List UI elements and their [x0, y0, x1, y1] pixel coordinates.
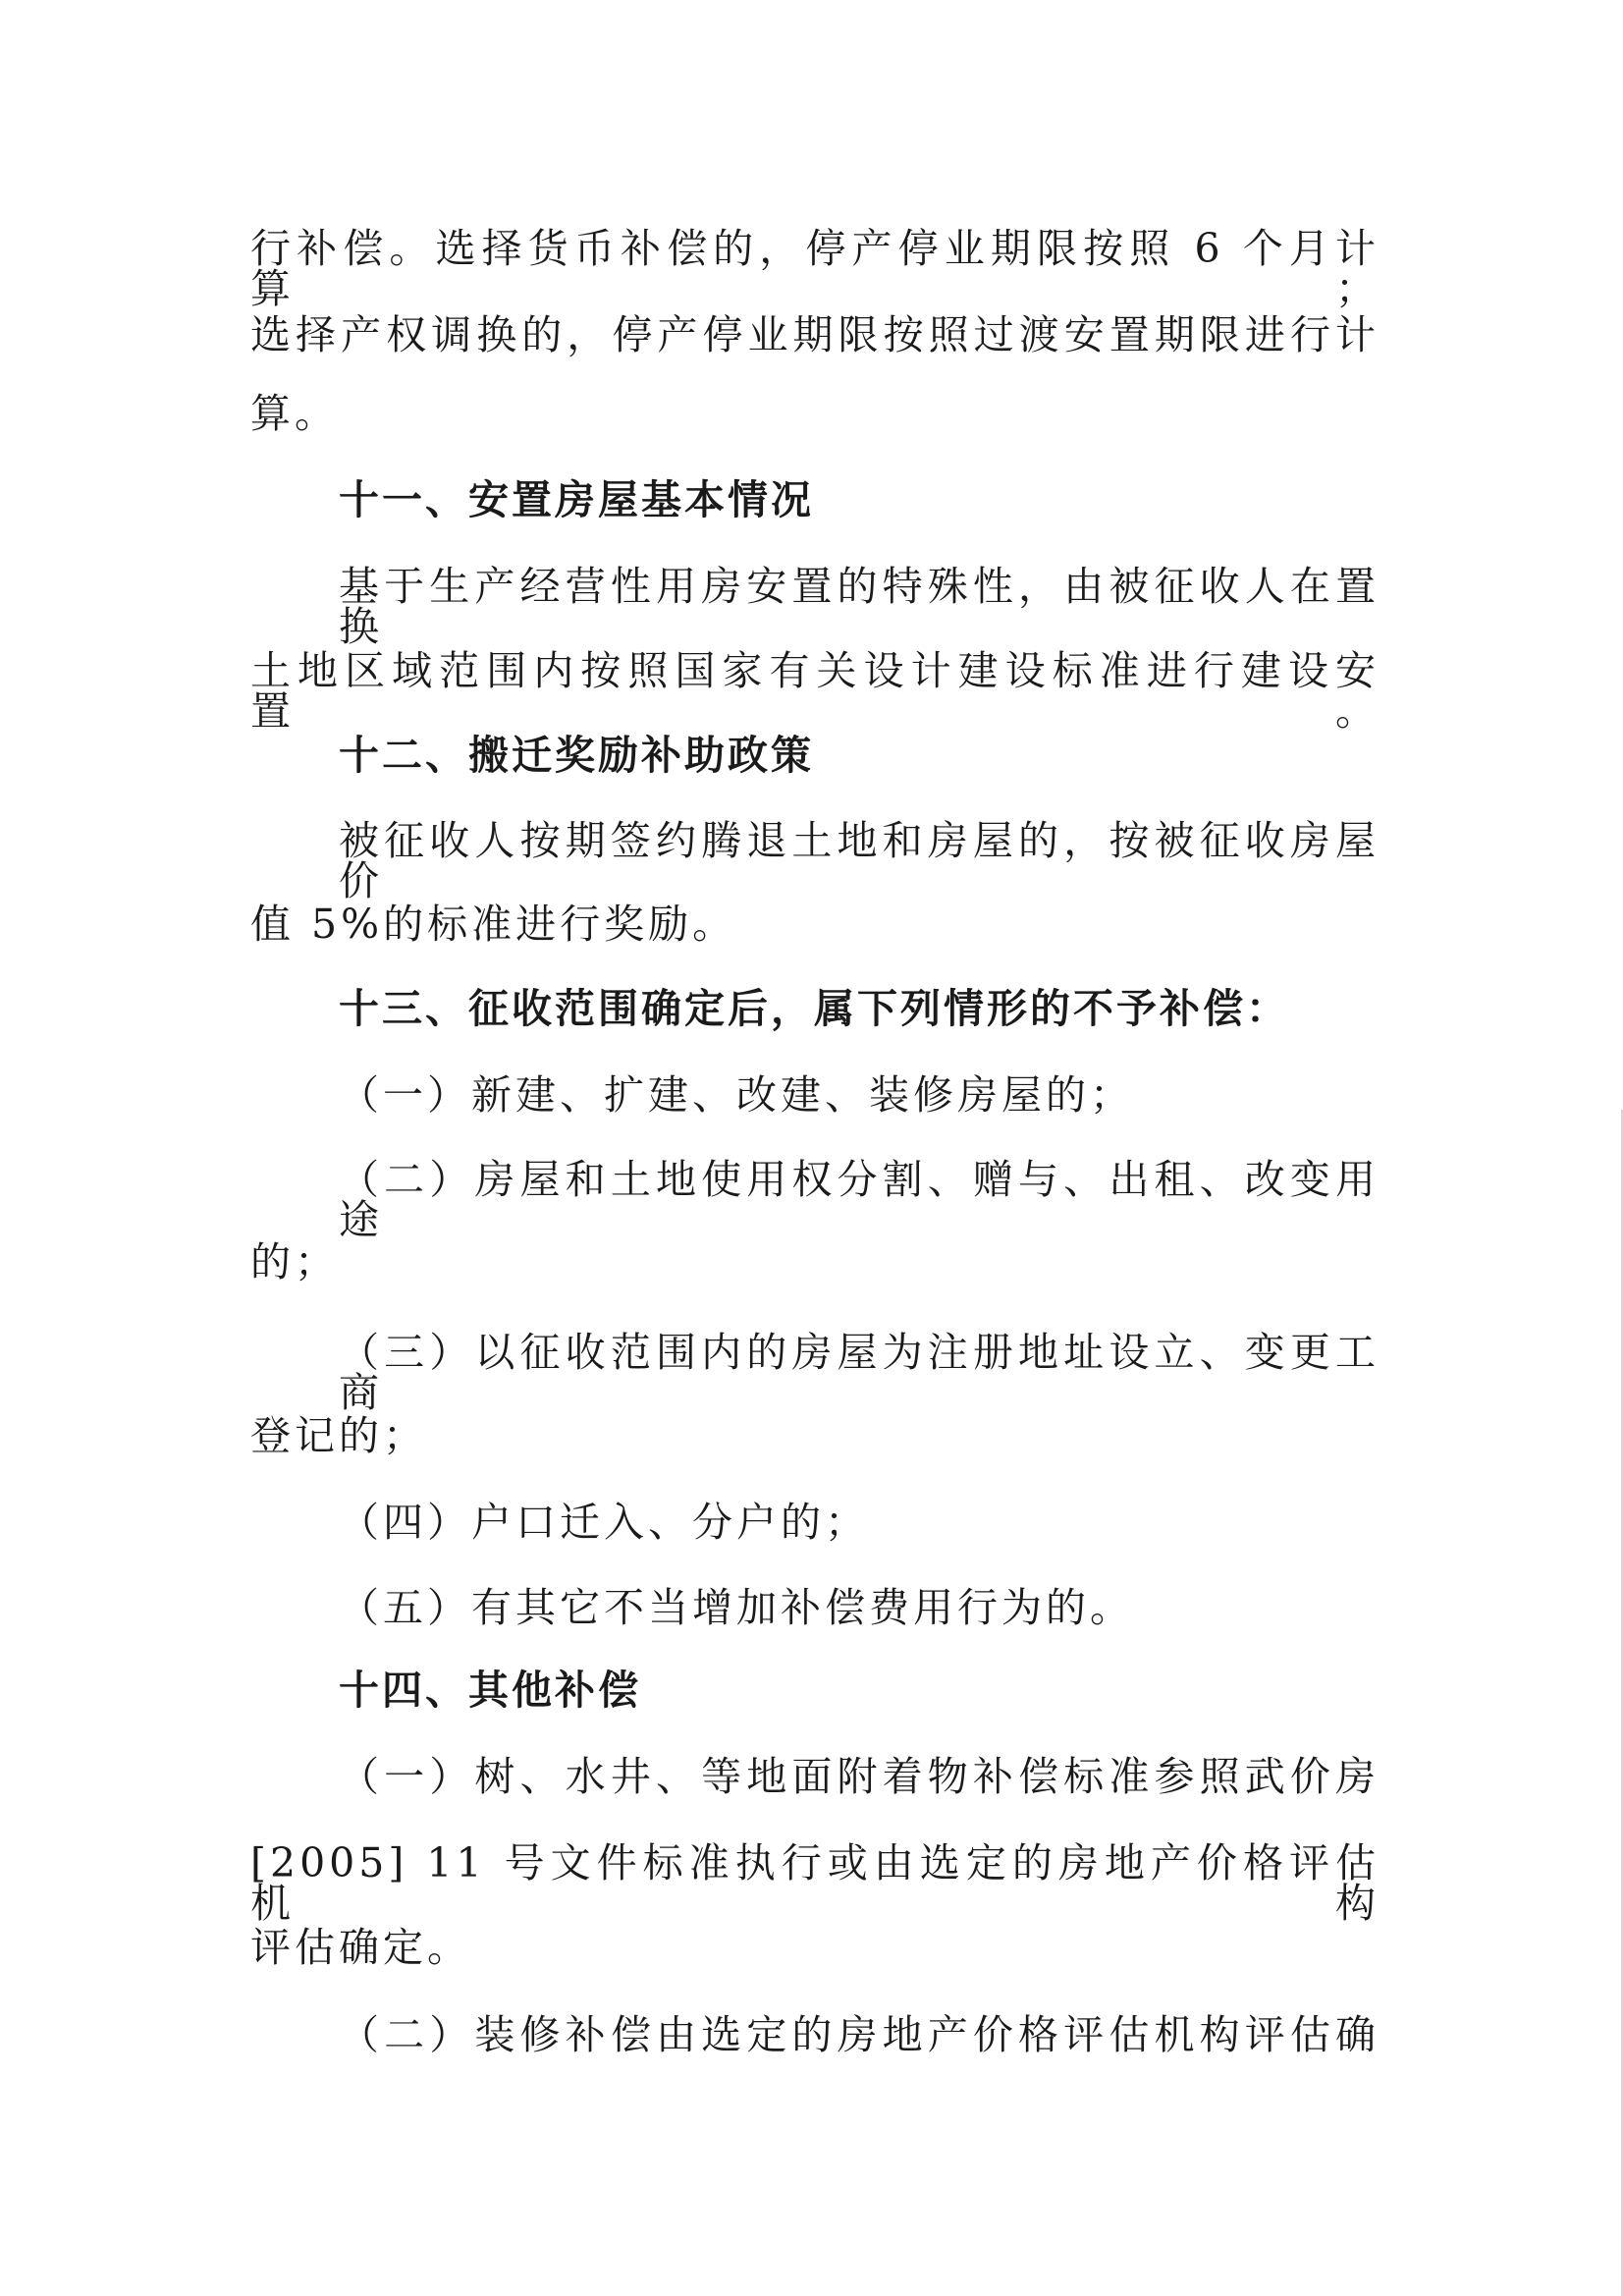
body-line: 的； [250, 1238, 339, 1285]
section-heading: 十一、安置房屋基本情况 [339, 476, 814, 523]
section-heading: 十四、其他补偿 [339, 1667, 641, 1714]
section-heading: 十三、征收范围确定后，属下列情形的不予补偿： [339, 985, 1289, 1032]
list-item: （四）户口迁入、分户的； [339, 1499, 869, 1546]
body-line: 行补偿。选择货币补偿的，停产停业期限按照 6 个月计算； [250, 225, 1380, 312]
list-item: （二）装修补偿由选定的房地产价格评估机构评估确 [339, 2011, 1380, 2058]
list-item: （五）有其它不当增加补偿费用行为的。 [339, 1584, 1134, 1631]
body-line: 土地区域范围内按照国家有关设计建设标准进行建设安置。 [250, 647, 1380, 735]
list-item: （二）房屋和土地使用权分割、赠与、出租、改变用途 [339, 1156, 1380, 1243]
body-line: 基于生产经营性用房安置的特殊性，由被征收人在置换 [339, 563, 1380, 650]
list-item: （三）以征收范围内的房屋为注册地址设立、变更工商 [339, 1329, 1380, 1416]
list-item: （一）树、水井、等地面附着物补偿标准参照武价房 [339, 1753, 1380, 1800]
body-line: 登记的； [250, 1412, 427, 1459]
body-line: 选择产权调换的，停产停业期限按照过渡安置期限进行计 [250, 311, 1380, 358]
list-item: （一）新建、扩建、改建、装修房屋的； [339, 1071, 1134, 1119]
body-line: 算。 [250, 390, 339, 437]
body-line: [2005] 11 号文件标准执行或由选定的房地产价格评估机构 [250, 1839, 1380, 1927]
body-line: 值 5%的标准进行奖励。 [250, 901, 737, 948]
body-line: 评估确定。 [250, 1924, 471, 1971]
body-line: 被征收人按期签约腾退土地和房屋的，按被征收房屋价 [339, 817, 1380, 904]
section-heading: 十二、搬迁奖励补助政策 [339, 732, 814, 779]
